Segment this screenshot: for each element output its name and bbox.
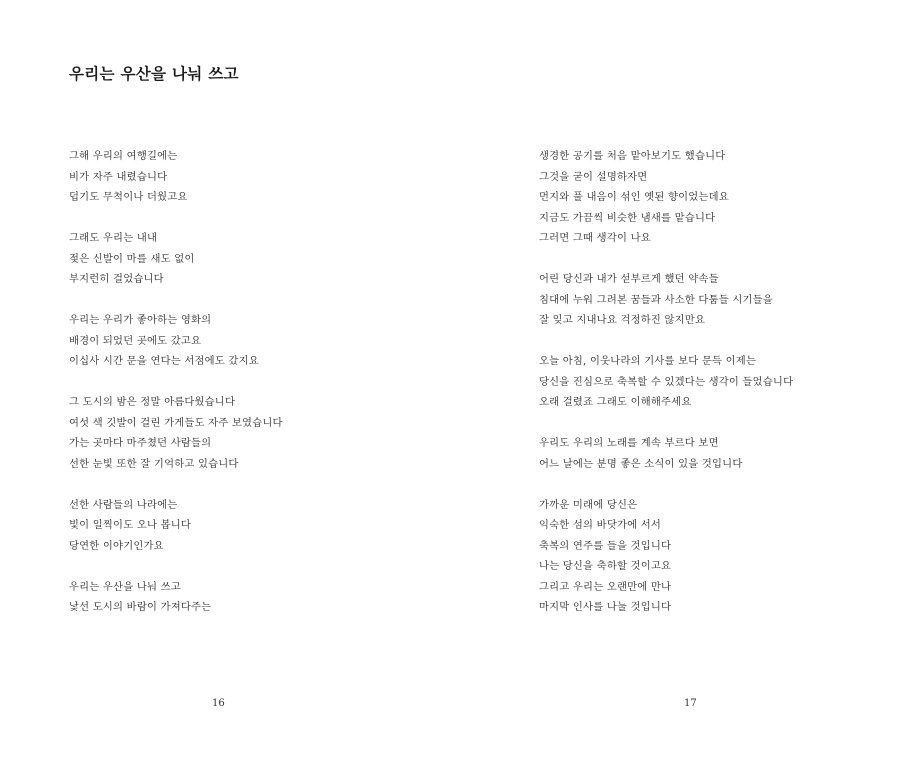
poem-line: 마지막 인사를 나눌 것입니다 — [539, 601, 672, 613]
stanza — [69, 577, 283, 618]
poem-line: 그것을 굳이 설명하자면 — [539, 170, 648, 183]
poem-line: 그러면 그때 생각이 나요 — [539, 232, 651, 244]
poem-line: 가까운 미래에 당신은 — [539, 498, 638, 511]
poem-title: 우리는 우산을 나눠 쓰고 — [69, 64, 239, 83]
poem-line: 빛이 일찍이도 오나 봅니다 — [69, 519, 192, 531]
stanza — [69, 392, 283, 474]
page-number-right: 17 — [684, 698, 697, 709]
poem-line: 우리도 우리의 노래를 계속 부르다 보면 — [539, 437, 719, 449]
stanza — [539, 495, 793, 618]
poem-line: 여섯 색 깃발이 걸린 가게들도 자주 보였습니다 — [69, 416, 283, 429]
stanza — [69, 495, 283, 557]
poem-line: 익숙한 섬의 바닷가에 서서 — [539, 519, 662, 531]
poem-line: 우리는 우산을 나눠 쓰고 — [69, 580, 181, 593]
poem-line: 그리고 우리는 오랜만에 만나 — [539, 580, 672, 593]
poem-line: 생경한 공기를 처음 맡아보기도 했습니다 — [539, 150, 726, 162]
poem-line: 당연한 이야기인가요 — [69, 539, 164, 552]
page-number-left: 16 — [212, 698, 225, 709]
poem-line: 가는 곳마다 마주쳤던 사람들의 — [69, 437, 212, 449]
poem-line: 오늘 아침, 이웃나라의 기사를 보다 문득 이제는 — [539, 355, 757, 367]
right-stanzas — [539, 146, 793, 638]
poem-line: 이십사 시간 문을 연다는 서점에도 갔지요 — [69, 355, 259, 367]
poem-line: 나는 당신을 축하할 것이고요 — [539, 560, 672, 572]
poem-line: 우리는 우리가 좋아하는 영화의 — [69, 314, 212, 326]
stanza — [539, 351, 793, 413]
poem-line: 그 도시의 밤은 정말 아름다웠습니다 — [69, 396, 236, 408]
poem-line: 비가 자주 내렸습니다 — [69, 170, 168, 183]
poem-line: 지금도 가끔씩 비슷한 냄새를 맡습니다 — [539, 211, 716, 224]
poem-line: 그래도 우리는 내내 — [69, 232, 158, 244]
stanza — [539, 269, 793, 331]
stanza — [539, 146, 793, 249]
poem-line: 어느 날에는 분명 좋은 소식이 있을 것입니다 — [539, 457, 743, 470]
poem-line: 젖은 신발이 마를 새도 없이 — [69, 252, 195, 265]
poem-line: 부지런히 걸었습니다 — [69, 273, 164, 285]
left-stanzas — [69, 146, 283, 638]
poem-line: 선한 사람들의 나라에는 — [69, 498, 178, 511]
poem-line: 당신을 진심으로 축복할 수 있겠다는 생각이 들었습니다 — [539, 375, 794, 388]
poem-line: 선한 눈빛 또한 잘 기억하고 있습니다 — [69, 457, 239, 470]
poem-line: 낯선 도시의 바람이 가져다주는 — [69, 601, 212, 613]
poem-line: 축복의 연주를 들을 것입니다 — [539, 539, 672, 552]
stanza — [69, 310, 283, 372]
stanza — [69, 228, 283, 290]
right-page — [450, 0, 900, 775]
poem-line: 어린 당신과 내가 섣부르게 했던 약속들 — [539, 273, 719, 285]
poem-line: 배경이 되었던 곳에도 갔고요 — [69, 334, 202, 347]
poem-line: 침대에 누워 그려본 꿈들과 사소한 다툼들 시기들을 — [539, 293, 773, 306]
stanza — [539, 433, 793, 474]
poem-line: 그해 우리의 여행길에는 — [69, 150, 178, 162]
poem-line: 먼지와 풀 내음이 섞인 옛된 향이었는데요 — [539, 191, 729, 203]
poem-line: 오래 걸렸죠 그래도 이해해주세요 — [539, 396, 692, 408]
stanza — [69, 146, 283, 208]
poem-line: 덥기도 무척이나 더웠고요 — [69, 191, 188, 203]
poem-line: 잘 잊고 지내나요 걱정하진 않지만요 — [539, 314, 706, 326]
